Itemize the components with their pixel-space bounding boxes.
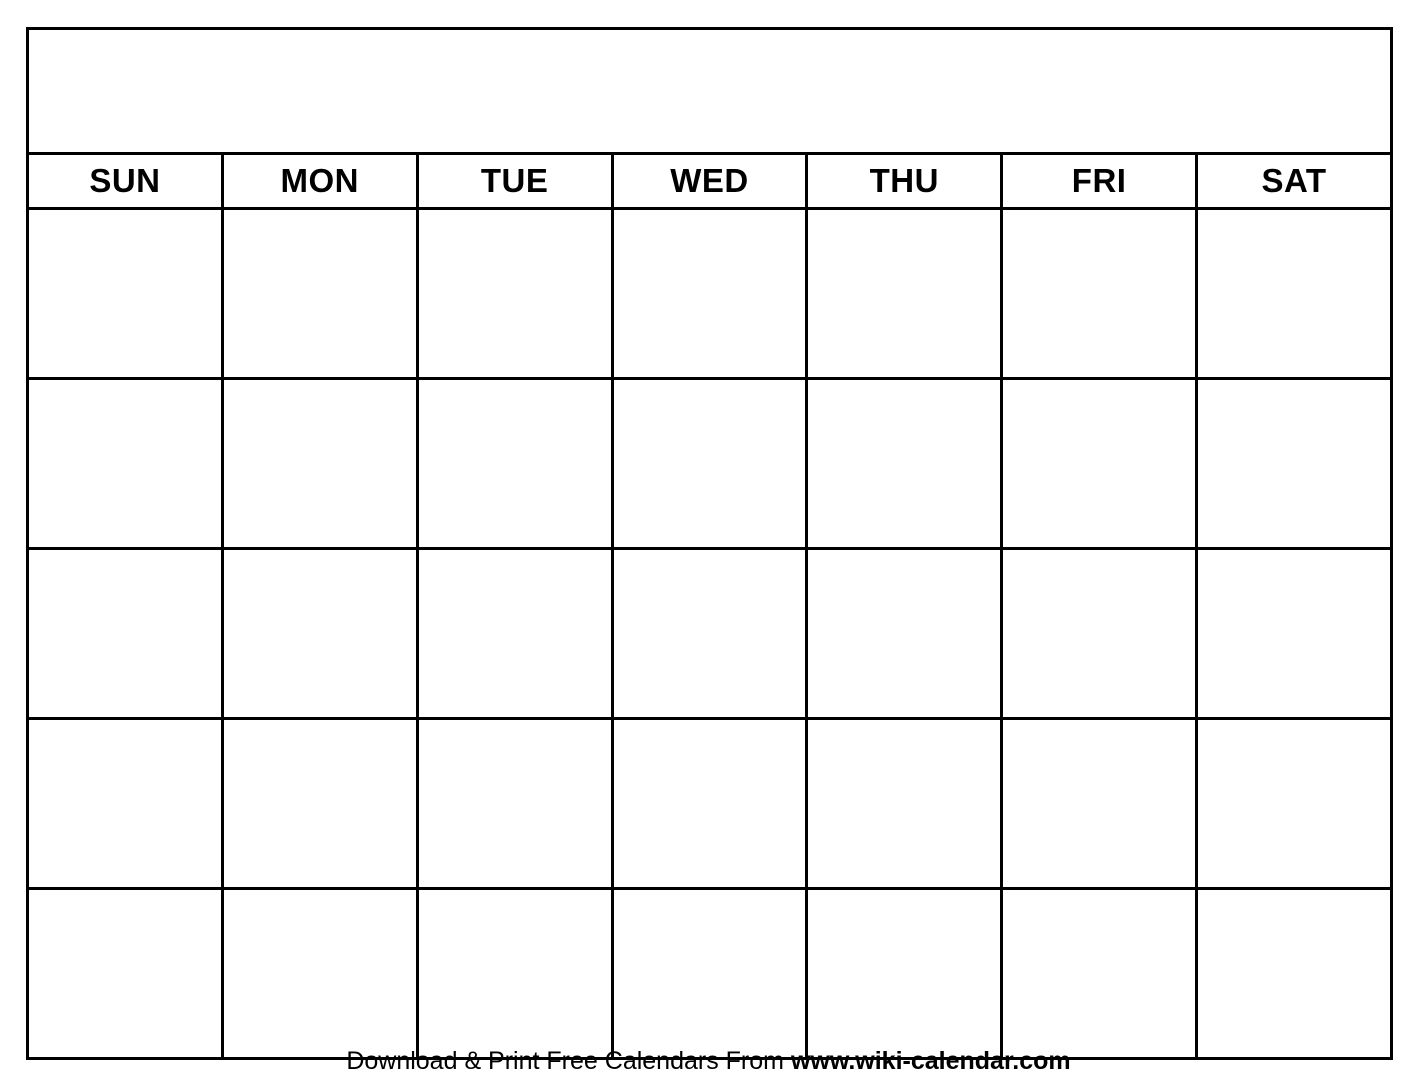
calendar-week-row (28, 719, 1392, 889)
day-cell[interactable] (222, 889, 417, 1059)
day-cell[interactable] (612, 719, 807, 889)
day-number (419, 210, 611, 219)
day-cell[interactable] (612, 379, 807, 549)
day-number (614, 550, 806, 559)
day-cell[interactable] (222, 719, 417, 889)
day-cell[interactable] (28, 889, 223, 1059)
day-number (1003, 380, 1195, 389)
day-cell[interactable] (417, 209, 612, 379)
day-number (808, 720, 1000, 729)
day-cell[interactable] (1197, 379, 1392, 549)
day-cell[interactable] (222, 209, 417, 379)
calendar-title-cell[interactable] (28, 29, 1392, 154)
day-number (808, 210, 1000, 219)
day-number (1003, 550, 1195, 559)
day-number (614, 890, 806, 899)
day-number (614, 380, 806, 389)
day-cell[interactable] (612, 889, 807, 1059)
day-cell[interactable] (807, 549, 1002, 719)
day-cell[interactable] (417, 379, 612, 549)
day-cell[interactable] (807, 889, 1002, 1059)
calendar-week-row (28, 209, 1392, 379)
day-number (1198, 550, 1390, 559)
day-cell[interactable] (1197, 889, 1392, 1059)
day-number (808, 380, 1000, 389)
day-number (808, 550, 1000, 559)
day-number (1003, 720, 1195, 729)
day-number (29, 720, 221, 729)
day-number (1198, 380, 1390, 389)
day-cell[interactable] (1002, 889, 1197, 1059)
day-cell[interactable] (417, 549, 612, 719)
day-cell[interactable] (1002, 379, 1197, 549)
day-cell[interactable] (417, 889, 612, 1059)
day-number (1198, 890, 1390, 899)
day-cell[interactable] (222, 379, 417, 549)
day-number (808, 890, 1000, 899)
day-cell[interactable] (807, 719, 1002, 889)
weekday-header-row (28, 154, 1392, 209)
day-number (1198, 720, 1390, 729)
day-cell[interactable] (1197, 209, 1392, 379)
weekday-header-sun: SUN (28, 154, 223, 209)
calendar-week-row (28, 379, 1392, 549)
day-cell[interactable] (28, 719, 223, 889)
calendar-week-row (28, 889, 1392, 1059)
blank-monthly-calendar (26, 27, 1393, 1060)
day-number (224, 380, 416, 389)
calendar-title (29, 91, 1390, 92)
day-cell[interactable] (612, 549, 807, 719)
day-cell[interactable] (28, 209, 223, 379)
day-number (1003, 890, 1195, 899)
day-number (1003, 210, 1195, 219)
weekday-header-fri: FRI (1002, 154, 1197, 209)
footer-attribution (0, 1047, 1417, 1076)
day-number (614, 210, 806, 219)
day-cell[interactable] (28, 549, 223, 719)
weekday-header-mon: MON (222, 154, 417, 209)
day-cell[interactable] (28, 379, 223, 549)
day-number (29, 890, 221, 899)
weekday-header-wed: WED (612, 154, 807, 209)
footer-website-link[interactable]: www.wiki-calendar.com (790, 1047, 1071, 1075)
day-cell[interactable] (1197, 549, 1392, 719)
day-cell[interactable] (1197, 719, 1392, 889)
day-cell[interactable] (1002, 549, 1197, 719)
weekday-header-sat: SAT (1197, 154, 1392, 209)
day-number (419, 550, 611, 559)
day-cell[interactable] (1002, 719, 1197, 889)
day-number (224, 890, 416, 899)
day-number (1198, 210, 1390, 219)
day-number (614, 720, 806, 729)
day-number (419, 720, 611, 729)
day-number (224, 550, 416, 559)
day-number (29, 380, 221, 389)
day-number (29, 550, 221, 559)
day-number (419, 890, 611, 899)
day-cell[interactable] (807, 379, 1002, 549)
day-number (224, 720, 416, 729)
day-cell[interactable] (222, 549, 417, 719)
calendar-title-row (28, 29, 1392, 154)
day-number (224, 210, 416, 219)
day-cell[interactable] (807, 209, 1002, 379)
day-number (419, 380, 611, 389)
weekday-header-thu: THU (807, 154, 1002, 209)
weekday-header-tue: TUE (417, 154, 612, 209)
calendar-week-row (28, 549, 1392, 719)
day-cell[interactable] (417, 719, 612, 889)
day-cell[interactable] (1002, 209, 1197, 379)
day-number (29, 210, 221, 219)
footer-text: Download & Print Free Calendars From (346, 1047, 791, 1075)
day-cell[interactable] (612, 209, 807, 379)
